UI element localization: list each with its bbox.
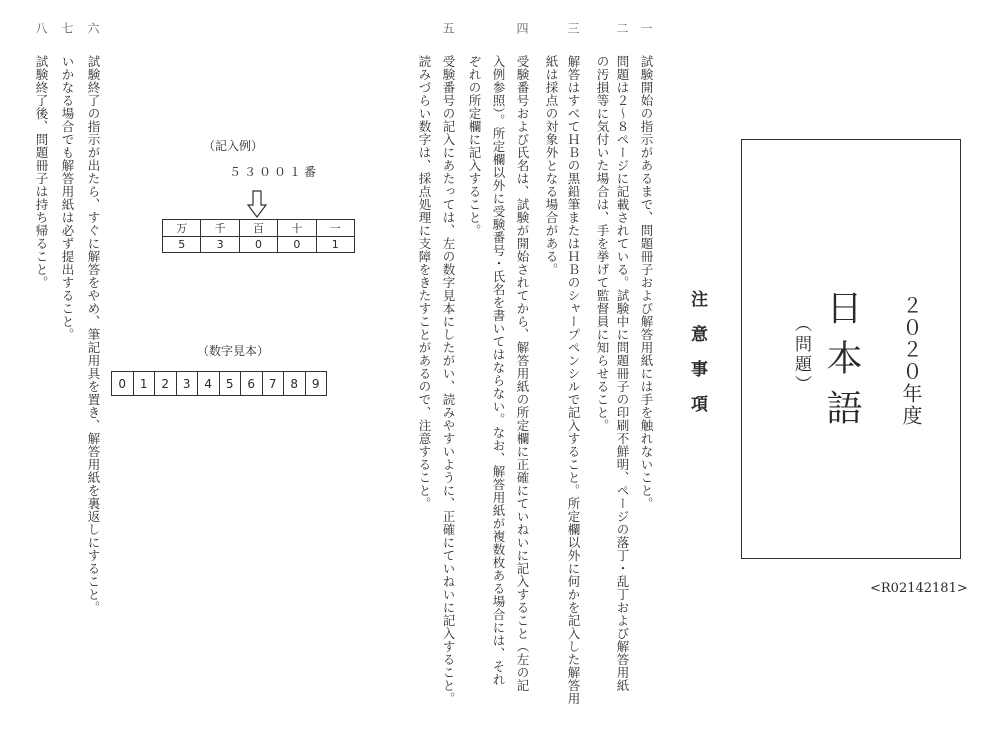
instruction-line: 読みづらい数字は、採点処理に支障をきたすことがあるので、注意すること。 [417,55,432,510]
instruction-line: 受験番号の記入にあたっては、左の数字見本にしたがい、読みやすいように、正確にていねいに記入すること。 [441,55,456,705]
instruction-line: の汚損等に気付いた場合は、手を挙げて監督員に知らせること。 [595,55,610,432]
example-value-cell: 1 [316,237,354,253]
digit-cell: 4 [198,372,220,396]
example-header-cell: 一 [316,220,354,237]
exam-year: ２０２０年度 [899,295,923,427]
instruction-line: 入例参照）。所定欄以外に受験番号・氏名を書いてはならない。なお、解答用紙が複数枚ある場合には、それ [491,55,506,686]
example-header-cell: 千 [201,220,239,237]
instruction-line: 試験開始の指示があるまで、問題冊子および解答用紙には手を触れないこと。 [639,55,654,510]
instruction-number: 八 [34,22,48,34]
subject-title: 日本語 [821,289,862,439]
document-code: <R02142181> [870,581,968,596]
digit-cell: 9 [305,372,327,396]
example-header-cell: 百 [239,220,277,237]
digit-cell: 6 [241,372,263,396]
example-grid [162,219,355,253]
instruction-number: 六 [86,22,100,34]
example-value-cell: 5 [163,237,201,253]
example-label: （記入例） [203,139,264,153]
example-value-row [163,237,355,253]
digit-cell: 0 [112,372,134,396]
example-value-cell: 0 [278,237,316,253]
digit-cell: 1 [133,372,155,396]
instruction-number: 二 [615,22,629,34]
digit-cell: 2 [155,372,177,396]
instruction-line: 紙は採点の対象外となる場合がある。 [544,55,559,276]
instruction-number: 五 [441,22,455,34]
digit-cell: 5 [219,372,241,396]
digit-cell: 8 [284,372,306,396]
instruction-number: 七 [60,22,74,34]
instruction-line: いかなる場合でも解答用紙は必ず提出すること。 [60,55,75,341]
instruction-number: 一 [639,22,653,34]
example-header-cell: 万 [163,220,201,237]
instruction-line: 試験終了後、問題冊子は持ち帰ること。 [34,55,49,289]
example-header-cell: 十 [278,220,316,237]
instruction-line: 解答はすべてＨＢの黒鉛筆またはＨＢのシャープペンシルで記入すること。所定欄以外に何かを記入した解答用 [566,55,581,705]
example-value-cell: 0 [239,237,277,253]
digit-cell: 7 [262,372,284,396]
subject-subtitle: （問題） [791,315,811,395]
instruction-line: ぞれの所定欄に記入すること。 [467,55,482,237]
down-arrow-icon [247,190,267,218]
example-value-cell: 3 [201,237,239,253]
example-header-row [163,220,355,237]
instruction-number: 三 [566,22,580,34]
notes-heading: 注意事項 [687,290,707,430]
sample-label: （数字見本） [197,344,270,358]
instruction-line: 問題は２～８ページに記載されている。試験中に問題冊子の印刷不鮮明、ページの落丁・乱丁および解答用紙 [615,55,630,692]
instruction-line: 試験終了の指示が出たら、すぐに解答をやめ、筆記用具を置き、解答用紙を裏返しにすること。 [86,55,101,614]
digit-sample-grid [111,371,327,396]
example-number: ５３００１番 [229,165,320,179]
instruction-line: 受験番号および氏名は、試験が開始されてから、解答用紙の所定欄に正確にていねいに記入すること（左の記 [515,55,530,692]
digit-cell: 3 [176,372,198,396]
instruction-number: 四 [515,22,529,34]
